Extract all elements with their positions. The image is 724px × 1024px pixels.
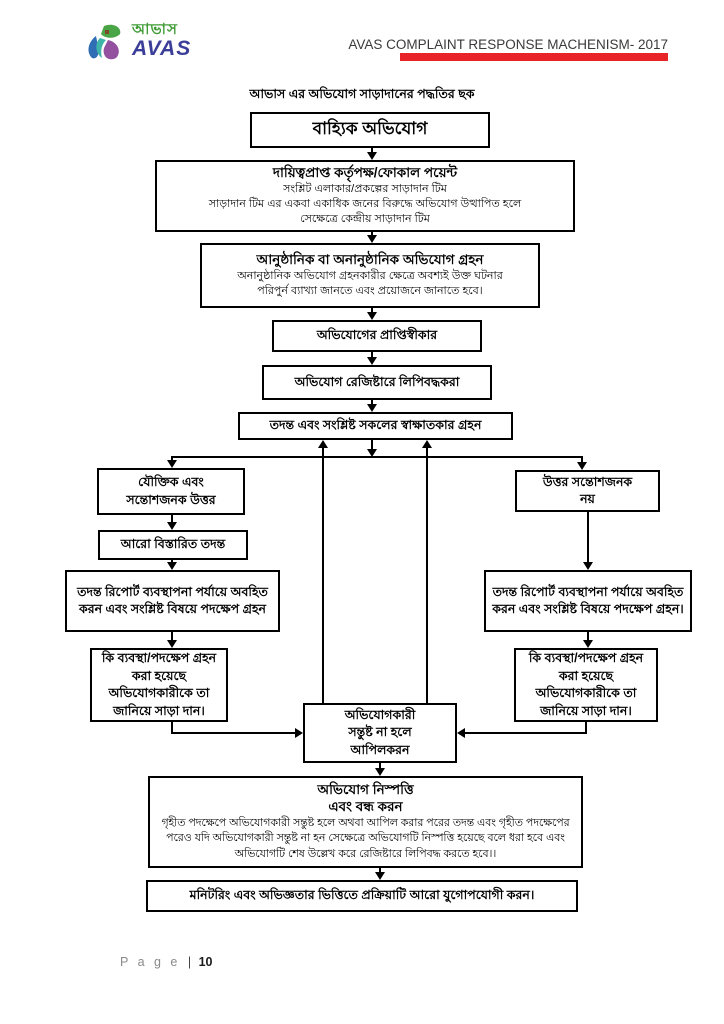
- node-report-right-label: তদন্ত রিপোর্ট ব্যবস্থাপনা পর্যায়ে অবহিত করন এবং সংশ্লিষ্ট বিষয়ে পদক্ষেপ গ্রহন।: [492, 584, 684, 616]
- node-detailed-investigation: [98, 530, 248, 560]
- edge-b5-b6-arrowhead: [367, 404, 377, 412]
- node-appeal-line3: আপিলকরন: [350, 742, 410, 757]
- header-red-underline: [400, 53, 668, 61]
- node-investigation-label: তদন্ত এবং সংশ্লিষ্ট সকলের স্বাক্ষাতকার গ্রহন: [269, 418, 482, 433]
- page-footer: [120, 955, 213, 969]
- node-focal-point-line3: সেক্ষেত্রে কেন্দ্রীয় সাড়াদান টিম: [300, 212, 430, 225]
- node-inform-right-label: কি ব্যবস্থা/পদক্ষেপ গ্রহন করা হয়েছে অভিযোগকারীকে তা জানিয়ে সাড়া দান।: [528, 651, 644, 718]
- node-appeal: [303, 703, 457, 763]
- node-complaint-receive: [200, 243, 540, 308]
- edge-appeal-resolution-arrowhead: [375, 768, 385, 776]
- node-acknowledgement-label: অভিযোগের প্রাপ্তিস্বীকার: [316, 328, 438, 343]
- edge-appeal-feedback2-line: [426, 447, 428, 703]
- node-inform-left: [90, 648, 228, 722]
- edge-ld-appeal-hline: [171, 732, 296, 734]
- edge-la-lb-arrowhead: [167, 522, 177, 530]
- node-investigation: [238, 412, 513, 440]
- edge-resolution-monitoring-arrowhead: [375, 872, 385, 880]
- node-complaint-receive-line2: পরিপুর্ন ব্যাখ্যা জানতে এবং প্রয়োজনে জানাতে হবে।: [257, 284, 483, 297]
- node-appeal-line2: সন্তুষ্ট না হলে: [348, 725, 412, 740]
- node-detailed-investigation-label: আরো বিস্তারিত তদন্ত: [120, 537, 226, 552]
- node-report-left: [65, 570, 280, 632]
- node-resolution-body: গৃহীত পদক্ষেপে অভিযোগকারী সন্তুষ্ট হলে অথবা আপিল করার পরের তদন্ত এবং গৃহীত পদক্ষেপের পরেও যদি অভিযোগকারী সন্তুষ্ট না হন সেক্ষেত্রে অভিযোগটি নিস্পত্তি হয়েছে বলে ধরা হবে এবং অভিযোগটি শেষ উল্লেখ করে রেজিষ্টারে লিপিবদ্ধ করতে হবে।।: [161, 816, 570, 860]
- footer-page-label: P a g e: [120, 955, 181, 969]
- edge-rc-rd-arrowhead: [583, 640, 593, 648]
- node-focal-point-line2: সাড়াদান টিম এর একবা একাধিক জনের বিরুদ্ধে অভিযোগ উত্থাপিত হলে: [208, 198, 522, 211]
- node-focal-point-title: দায়িত্বপ্রাপ্ত কর্তৃপক্ষ/ফোকাল পয়েন্ট: [272, 165, 458, 181]
- node-unsatisfactory-answer-line2: নয়: [580, 492, 595, 506]
- logo-latin-label: AVAS: [132, 37, 192, 60]
- node-focal-point: [155, 160, 575, 232]
- avas-logo: [84, 22, 191, 68]
- avas-logo-icon: [84, 22, 130, 68]
- edge-ra-rc-line: [587, 512, 589, 564]
- node-unsatisfactory-answer-line1: উত্তর সন্তোশজনক: [542, 474, 633, 489]
- document-header-title: AVAS COMPLAINT RESPONSE MACHENISM- 2017: [348, 37, 668, 52]
- node-external-complaint-label: বাহ্যিক অভিযোগ: [312, 119, 428, 138]
- node-satisfactory-answer: [97, 468, 245, 515]
- edge-lb-lc-arrowhead: [167, 562, 177, 570]
- edge-split-right-arrowhead: [577, 462, 587, 470]
- logo-bangla-label: আভাস: [132, 21, 178, 38]
- node-resolution-title2: এবং বন্ধ করন: [328, 799, 403, 814]
- node-register-entry: [262, 365, 492, 400]
- flowchart-title: আভাস এর অভিযোগ সাড়াদানের পদ্ধতির ছক: [249, 87, 475, 101]
- split-horizontal-line: [172, 456, 583, 458]
- node-inform-right: [514, 648, 658, 722]
- node-resolution-title1: অভিযোগ নিস্পত্তি: [317, 782, 414, 798]
- edge-ld-appeal-arrowhead: [295, 728, 303, 738]
- edge-rd-appeal-arrowhead: [457, 728, 465, 738]
- footer-separator: |: [187, 955, 192, 969]
- node-focal-point-line1: সংশ্লিট এলাকার/প্রকল্পের সাড়াদান টিম: [283, 183, 447, 196]
- edge-lc-ld-arrowhead: [167, 640, 177, 648]
- node-monitoring-label: মনিটরিং এবং অভিজ্ঞতার ভিত্তিতে প্রক্রিয়াটি আরো যুগোপযোগী করন।: [189, 888, 535, 903]
- edge-b1-b2-arrowhead: [367, 152, 377, 160]
- node-external-complaint: [250, 112, 490, 148]
- edge-b4-b5-arrowhead: [367, 357, 377, 365]
- node-complaint-receive-line1: অনানুষ্ঠানিক অভিযোগ গ্রহনকারীর ক্ষেত্রে অবশ্যই উক্ত ঘটনার: [237, 270, 503, 283]
- node-monitoring: [146, 880, 578, 912]
- avas-logo-text: [132, 22, 191, 59]
- node-report-right: [484, 570, 692, 632]
- node-satisfactory-answer-line2: সন্তোশজনক উত্তর: [126, 492, 216, 507]
- edge-ra-rc-arrowhead: [583, 562, 593, 570]
- node-unsatisfactory-answer: [515, 470, 660, 512]
- edge-b2-b3-arrowhead: [367, 235, 377, 243]
- node-complaint-receive-title: আনুষ্ঠানিক বা অনানুষ্ঠানিক অভিযোগ গ্রহন: [256, 252, 484, 268]
- edge-b3-b4-arrowhead: [367, 312, 377, 320]
- node-inform-left-label: কি ব্যবস্থা/পদক্ষেপ গ্রহন করা হয়েছে অভিযোগকারীকে তা জানিয়ে সাড়া দান।: [101, 651, 217, 718]
- node-appeal-line1: অভিযোগকারী: [344, 707, 416, 722]
- footer-page-number: 10: [198, 955, 213, 969]
- node-register-entry-label: অভিযোগ রেজিষ্টারে লিপিবদ্ধকরা: [294, 374, 460, 389]
- edge-rd-appeal-hline: [465, 732, 587, 734]
- edge-appeal-feedback1-line: [322, 447, 324, 703]
- node-resolution: [148, 776, 583, 868]
- edge-split-left-arrowhead: [167, 460, 177, 468]
- node-acknowledgement: [272, 320, 482, 352]
- node-satisfactory-answer-line1: যৌক্তিক এবং: [138, 475, 204, 489]
- node-report-left-label: তদন্ত রিপোর্ট ব্যবস্থাপনা পর্যায়ে অবহিত করন এবং সংশ্লিষ্ট বিষয়ে পদক্ষেপ গ্রহন: [77, 584, 268, 616]
